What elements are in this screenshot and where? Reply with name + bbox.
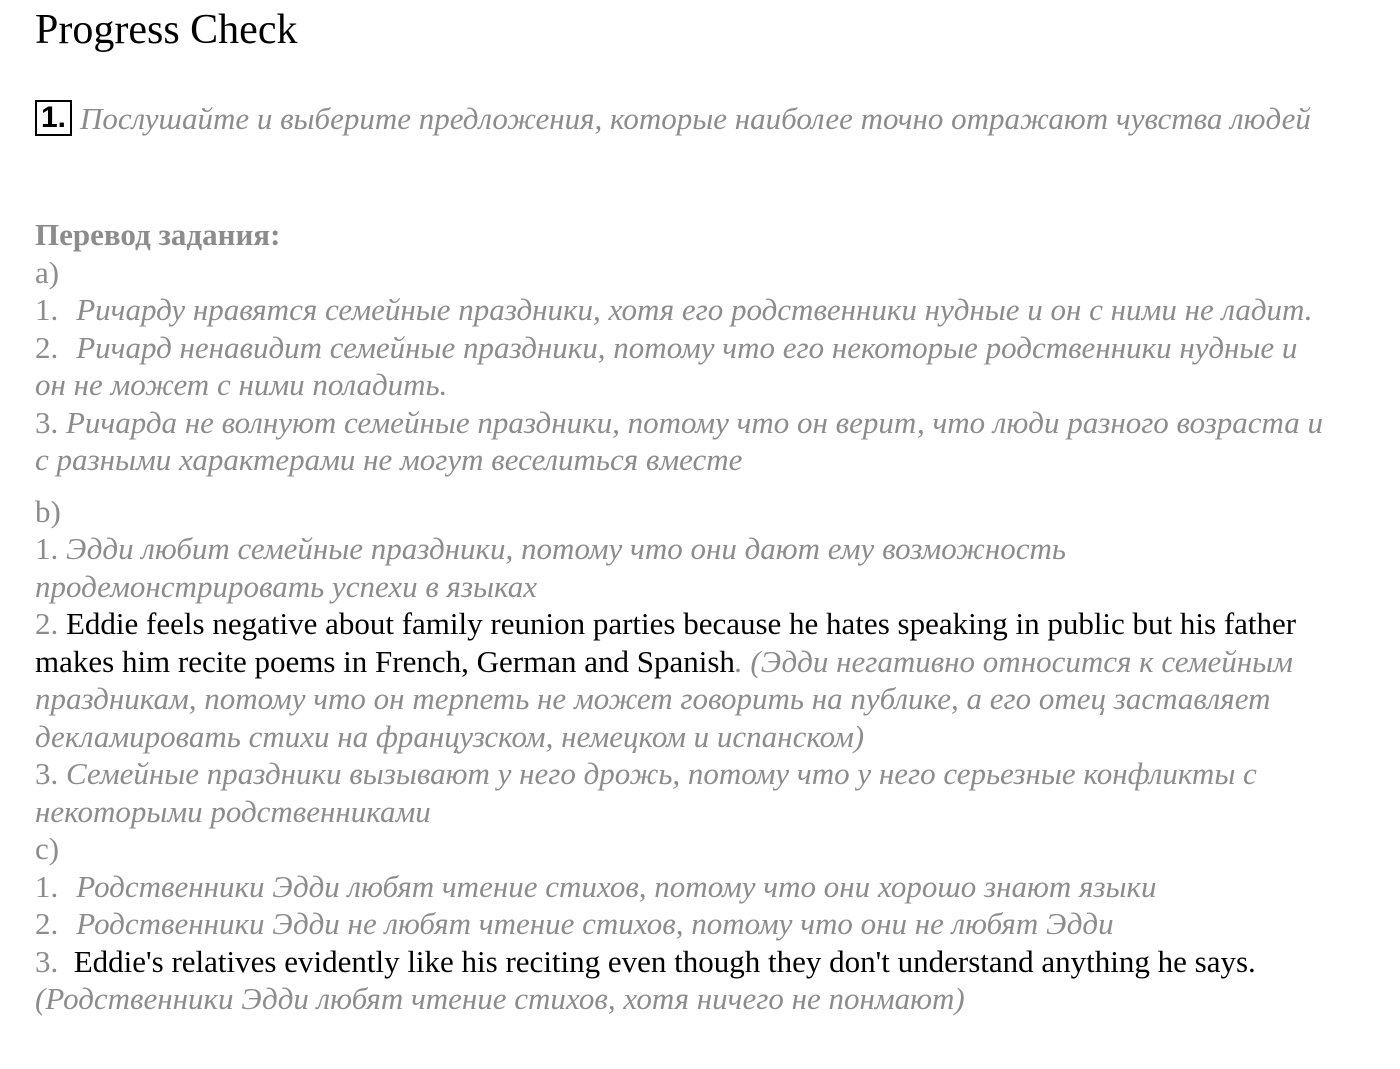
item-number: 1.	[35, 292, 59, 327]
task-instruction	[35, 100, 1335, 138]
item-number: 1.	[35, 531, 59, 566]
item-number: 3.	[35, 756, 59, 791]
answer-text: Eddie's relatives evidently like his reciting even though they don't understand anything he says.	[73, 943, 1256, 979]
section-label-c: c)	[35, 831, 60, 866]
task-number-box: 1.	[35, 100, 72, 136]
section-a-item-1	[35, 291, 1335, 329]
section-b-item-2	[35, 605, 1335, 755]
item-translation: . (Эдди негативно относится к семейным праздникам, потому что он терпеть не может говорить на публике, а его отец заставляет декламировать стихи на французском, немецком и испанском)	[35, 643, 1293, 754]
item-text: Семейные праздники вызывают у него дрожь, потому что у него серьезные конфликты с некоторыми родственниками	[35, 756, 1257, 829]
page-title: Progress Check	[35, 7, 298, 53]
item-text: Родственники Эдди любят чтение стихов, потому что они хорошо знают языки	[76, 868, 1157, 904]
item-text: Ричарду нравятся семейные праздники, хотя его родственники нудные и он с ними не ладит.	[76, 292, 1313, 327]
section-b-item-1	[35, 530, 1335, 605]
item-number: 3.	[35, 943, 59, 979]
item-text: Ричарда не волнуют семейные праздники, потому что он верит, что люди разного возраста и с разными характерами не могут веселиться вместе	[35, 404, 1324, 477]
item-number: 3.	[35, 404, 59, 440]
section-label-b: b)	[35, 493, 61, 529]
section-a-item-2	[35, 329, 1335, 404]
section-c-item-1	[35, 868, 1335, 906]
translation-heading: Перевод задания:	[35, 217, 281, 252]
task-instruction-text: Послушайте и выберите предложения, которые наиболее точно отражают чувства людей	[80, 101, 1311, 136]
item-text: Эдди любит семейные праздники, потому что они дают ему возможность продемонстрировать успехи в языках	[35, 531, 1067, 604]
item-text: Ричард ненавидит семейные праздники, потому что его некоторые родственники нудные и он не может с ними поладить.	[35, 329, 1298, 402]
item-number: 1.	[35, 868, 59, 904]
section-c-item-3	[35, 943, 1335, 1018]
translation-block	[35, 216, 1335, 1018]
item-number: 2.	[35, 329, 59, 365]
item-number: 2.	[35, 906, 59, 941]
item-translation: (Родственники Эдди любят чтение стихов, хотя ничего не понмают)	[35, 981, 965, 1016]
section-c-item-2	[35, 905, 1335, 943]
section-a-item-3	[35, 404, 1335, 479]
item-number: 2.	[35, 606, 59, 641]
section-b-item-3	[35, 755, 1335, 830]
answer-text: Eddie feels negative about family reunion parties because he hates speaking in public but his father makes him recite poems in French, German and Spanish	[35, 606, 1297, 679]
item-text: Родственники Эдди не любят чтение стихов, потому что они не любят Эдди	[76, 906, 1114, 941]
section-label-a: a)	[35, 254, 60, 290]
